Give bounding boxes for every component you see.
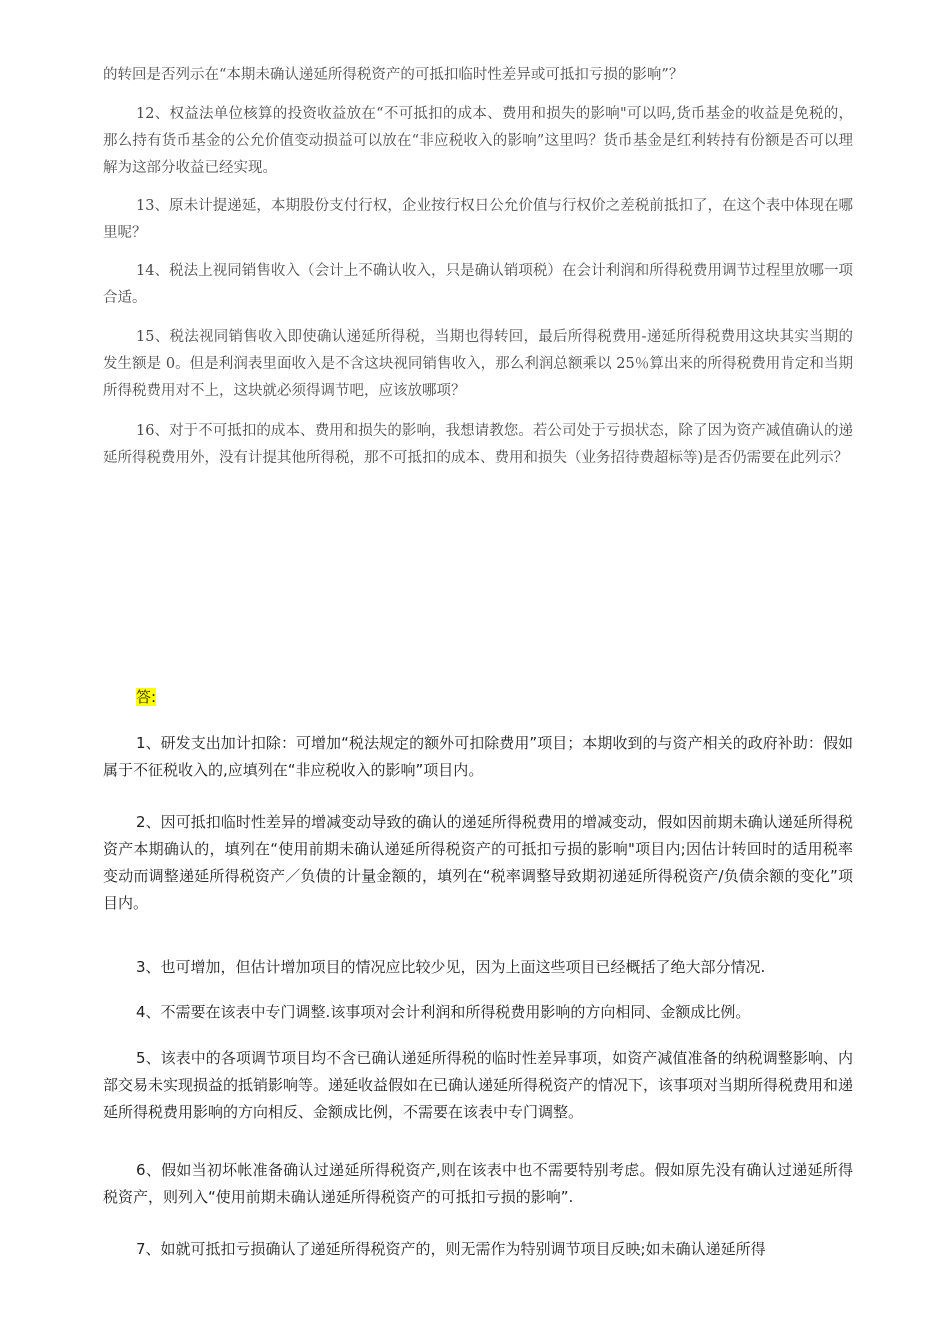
question-paragraph-11-tail: 的转回是否列示在“本期未确认递延所得税资产的可抵扣临时性差异或可抵扣亏损的影响”？ bbox=[103, 67, 684, 83]
answer-7 bbox=[103, 1236, 853, 1263]
question-continuation bbox=[103, 62, 853, 89]
answer-1 bbox=[103, 730, 853, 784]
answer-label: 答: bbox=[136, 688, 157, 706]
question-paragraph-12: 12、权益法单位核算的投资收益放在“不可抵扣的成本、费用和损失的影响"可以吗,货币基金的收益是免税的，那么持有货币基金的公允价值变动损益可以放在“非应税收入的影响”这里吗？货币基金是红利转持有份额是否可以理解为这部分收益已经实现。 bbox=[103, 106, 853, 176]
answer-paragraph-3: 3、也可增加，但估计增加项目的情况应比较少见，因为上面这些项目已经概括了绝大部分情况. bbox=[136, 958, 766, 976]
answer-6 bbox=[103, 1157, 853, 1211]
answer-3 bbox=[103, 954, 853, 981]
answer-5 bbox=[103, 1045, 853, 1126]
question-13 bbox=[103, 193, 853, 247]
question-15 bbox=[103, 324, 853, 405]
question-14 bbox=[103, 258, 853, 312]
question-16 bbox=[103, 418, 853, 472]
question-paragraph-13: 13、原未计提递延，本期股份支付行权，企业按行权日公允价值与行权价之差税前抵扣了，在这个表中体现在哪里呢？ bbox=[103, 198, 853, 241]
answer-heading bbox=[103, 684, 853, 711]
answer-4 bbox=[103, 999, 853, 1026]
answer-paragraph-2: 2、因可抵扣临时性差异的增减变动导致的确认的递延所得税费用的增减变动，假如因前期未确认递延所得税资产本期确认的，填列在“使用前期未确认递延所得税资产的可抵扣亏损的影响"项目内;因估计转回时的适用税率变动而调整递延所得税资产／负债的计量金额的，填列在“税率调整导致期初递延所得税资产/负债余额的变化”项目内。 bbox=[103, 813, 853, 912]
question-12 bbox=[103, 101, 853, 182]
question-paragraph-16: 16、对于不可抵扣的成本、费用和损失的影响，我想请教您。若公司处于亏损状态，除了因为资产减值确认的递延所得税费用外，没有计提其他所得税，那不可抵扣的成本、费用和损失（业务招待费超标等)是否仍需要在此列示？ bbox=[103, 423, 853, 466]
answer-paragraph-1: 1、研发支出加计扣除：可增加“税法规定的额外可扣除费用”项目；本期收到的与资产相关的政府补助：假如属于不征税收入的,应填列在“非应税收入的影响”项目内。 bbox=[103, 734, 853, 779]
answer-paragraph-4: 4、不需要在该表中专门调整.该事项对会计利润和所得税费用影响的方向相同、金额成比例。 bbox=[136, 1003, 751, 1021]
answer-paragraph-5: 5、该表中的各项调节项目均不含已确认递延所得税的临时性差异事项，如资产减值准备的纳税调整影响、内部交易未实现损益的抵销影响等。递延收益假如在已确认递延所得税资产的情况下，该事项对当期所得税费用和递延所得税费用影响的方向相反、金额成比例，不需要在该表中专门调整。 bbox=[103, 1049, 854, 1121]
answer-paragraph-7: 7、如就可抵扣亏损确认了递延所得税资产的，则无需作为特别调节项目反映;如未确认递延所得 bbox=[136, 1240, 766, 1258]
question-paragraph-14: 14、税法上视同销售收入（会计上不确认收入，只是确认销项税）在会计利润和所得税费用调节过程里放哪一项合适。 bbox=[103, 263, 853, 306]
answer-2 bbox=[103, 809, 853, 917]
question-paragraph-15: 15、税法视同销售收入即使确认递延所得税，当期也得转回，最后所得税费用-递延所得税费用这块其实当期的发生额是 0。但是利润表里面收入是不含这块视同销售收入，那么利润总额乘以 25％算出来的所得税费用肯定和当期所得税费用对不上，这块就必须得调节吧，应该放哪项？ bbox=[103, 329, 853, 399]
answer-paragraph-6: 6、假如当初坏帐准备确认过递延所得税资产,则在该表中也不需要特别考虑。假如原先没有确认过递延所得税资产，则列入“使用前期未确认递延所得税资产的可抵扣亏损的影响”. bbox=[103, 1161, 853, 1206]
